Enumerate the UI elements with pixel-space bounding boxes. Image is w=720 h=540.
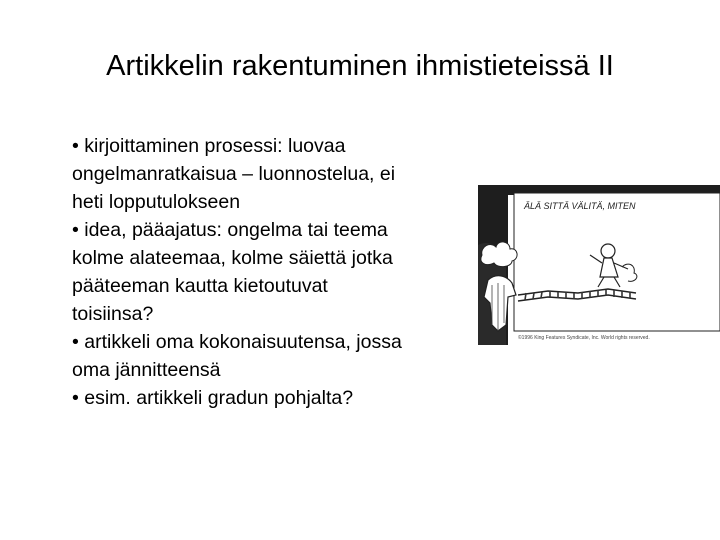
slide-title: Artikkelin rakentuminen ihmistieteissä II [106, 50, 614, 82]
comic-strip-image [478, 185, 720, 345]
comic-copyright: ©1996 King Features Syndicate, Inc. World rights reserved. [518, 335, 650, 341]
text-line: oma jännitteensä [72, 359, 221, 381]
text-line: • esim. artikkeli gradun pohjalta? [72, 387, 354, 409]
text-line: heti lopputulokseen [72, 191, 241, 213]
bullet-text-block [72, 132, 492, 412]
text-line: • idea, pääajatus: ongelma tai teema [72, 219, 388, 241]
text-line: pääteeman kautta kietoutuvat [72, 275, 328, 297]
text-line: kolme alateemaa, kolme säiettä jotka [72, 247, 393, 269]
text-line: • kirjoittaminen prosessi: luovaa [72, 135, 346, 157]
text-line: ongelmanratkaisua – luonnostelua, ei [72, 163, 396, 185]
text-line: • artikkeli oma kokonaisuutensa, jossa [72, 331, 402, 353]
comic-caption: ÄLÄ SITTÄ VÄLITÄ, MITEN [524, 201, 636, 211]
text-line: toisiinsa? [72, 303, 154, 325]
